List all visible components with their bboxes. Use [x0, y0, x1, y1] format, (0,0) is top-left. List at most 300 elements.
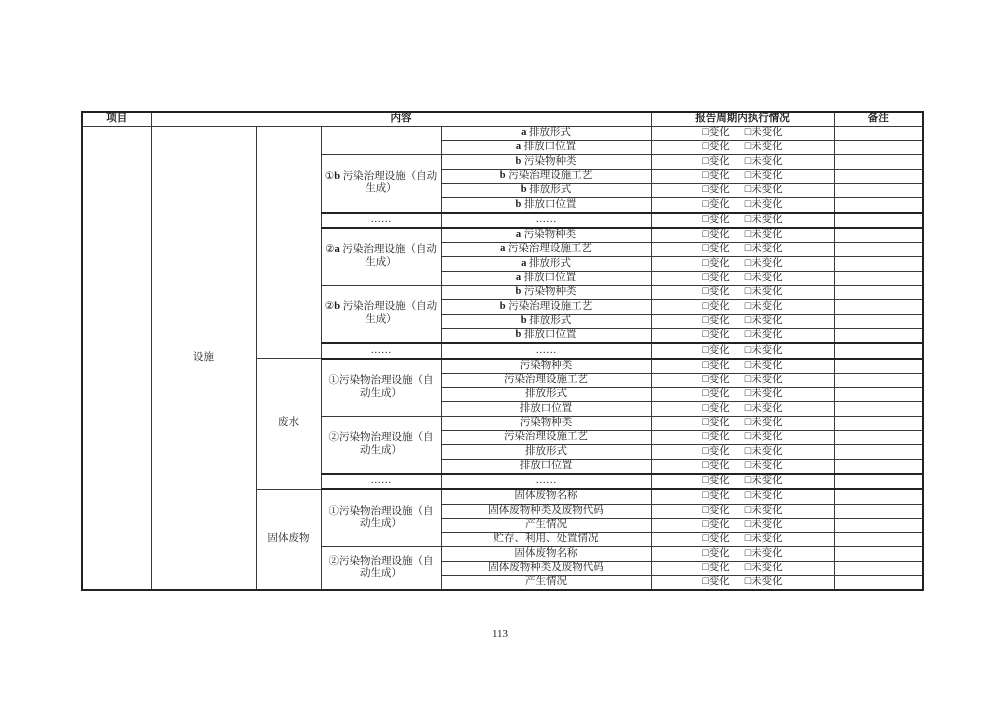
- remark-cell: [834, 533, 923, 547]
- group-label-cell: ①污染物治理设施（自动生成）: [321, 359, 441, 417]
- changed-label: 变化: [708, 272, 730, 284]
- checkbox-icon: □: [702, 431, 709, 443]
- unchanged-label: 未变化: [751, 300, 783, 312]
- execution-status-cell: [651, 183, 834, 197]
- unchanged-checkbox-option: [745, 258, 783, 269]
- remark-cell: [834, 459, 923, 474]
- group-label-cell: ①b 污染治理设施（自动生成）: [321, 155, 441, 213]
- changed-checkbox-option: [702, 562, 729, 573]
- checkbox-icon: □: [702, 561, 709, 573]
- remark-cell: [834, 228, 923, 243]
- group-label-cell: ……: [321, 474, 441, 489]
- changed-checkbox-option: [702, 301, 729, 312]
- checkbox-icon: □: [744, 314, 752, 326]
- unchanged-checkbox-option: [745, 301, 783, 312]
- content-item-cell: b 排放口位置: [441, 198, 651, 213]
- unchanged-label: 未变化: [751, 388, 783, 400]
- content-item-cell: 排放形式: [441, 388, 651, 402]
- unchanged-label: 未变化: [751, 533, 783, 545]
- unchanged-checkbox-option: [745, 446, 783, 457]
- changed-label: 变化: [708, 127, 730, 139]
- execution-status-cell: [651, 169, 834, 183]
- checkbox-icon: □: [744, 141, 752, 153]
- table-body: [82, 126, 923, 590]
- content-item-cell: 固体废物种类及废物代码: [441, 561, 651, 575]
- checkbox-icon: □: [702, 127, 709, 139]
- header-content: 内容: [151, 112, 651, 126]
- changed-label: 变化: [708, 359, 730, 371]
- content-item-cell: 固体废物名称: [441, 489, 651, 504]
- checkbox-icon: □: [702, 374, 709, 386]
- execution-status-cell: [651, 547, 834, 561]
- checkbox-icon: □: [744, 127, 752, 139]
- content-item-cell: a 污染物种类: [441, 228, 651, 243]
- checkbox-icon: □: [702, 576, 709, 588]
- changed-checkbox-option: [702, 460, 729, 471]
- execution-status-cell: [651, 271, 834, 285]
- unchanged-label: 未变化: [751, 243, 783, 255]
- content-item-cell: 污染物种类: [441, 416, 651, 430]
- remark-cell: [834, 183, 923, 197]
- changed-label: 变化: [708, 169, 730, 181]
- changed-label: 变化: [708, 416, 730, 428]
- checkbox-icon: □: [702, 459, 709, 471]
- unchanged-checkbox-option: [745, 403, 783, 414]
- checkbox-icon: □: [744, 402, 752, 414]
- checkbox-icon: □: [702, 198, 709, 210]
- content-item-cell: b 排放口位置: [441, 328, 651, 343]
- unchanged-checkbox-option: [745, 576, 783, 587]
- unchanged-label: 未变化: [751, 272, 783, 284]
- unchanged-checkbox-option: [745, 272, 783, 283]
- changed-label: 变化: [708, 504, 730, 516]
- unchanged-label: 未变化: [751, 475, 783, 487]
- checkbox-icon: □: [744, 257, 752, 269]
- checkbox-icon: □: [702, 213, 709, 225]
- checkbox-icon: □: [702, 519, 709, 531]
- changed-label: 变化: [708, 184, 730, 196]
- changed-label: 变化: [708, 344, 730, 356]
- unchanged-checkbox-option: [745, 170, 783, 181]
- group-label-cell: ②污染物治理设施（自动生成）: [321, 416, 441, 474]
- changed-checkbox-option: [702, 184, 729, 195]
- content-item-cell: b 污染治理设施工艺: [441, 169, 651, 183]
- checkbox-icon: □: [702, 243, 709, 255]
- changed-label: 变化: [708, 459, 730, 471]
- content-item-cell: 贮存、利用、处置情况: [441, 533, 651, 547]
- remark-cell: [834, 257, 923, 271]
- unchanged-checkbox-option: [745, 156, 783, 167]
- remark-cell: [834, 547, 923, 561]
- unchanged-label: 未变化: [751, 576, 783, 588]
- group-label-cell: ……: [321, 343, 441, 358]
- execution-status-cell: [651, 561, 834, 575]
- checkbox-icon: □: [702, 388, 709, 400]
- execution-status-cell: [651, 228, 834, 243]
- checkbox-icon: □: [702, 314, 709, 326]
- unchanged-checkbox-option: [745, 184, 783, 195]
- unchanged-label: 未变化: [751, 490, 783, 502]
- group-label-cell: ②a 污染治理设施（自动生成）: [321, 228, 441, 286]
- unchanged-checkbox-option: [745, 229, 783, 240]
- remark-cell: [834, 243, 923, 257]
- unchanged-label: 未变化: [751, 431, 783, 443]
- execution-status-cell: [651, 533, 834, 547]
- checkbox-icon: □: [744, 533, 752, 545]
- checkbox-icon: □: [744, 344, 752, 356]
- group-label-cell: ……: [321, 213, 441, 228]
- execution-status-cell: [651, 373, 834, 387]
- changed-checkbox-option: [702, 258, 729, 269]
- execution-status-cell: [651, 141, 834, 155]
- remark-cell: [834, 213, 923, 228]
- page-number: 113: [491, 628, 509, 640]
- checkbox-icon: □: [744, 243, 752, 255]
- checkbox-icon: □: [744, 519, 752, 531]
- checkbox-icon: □: [744, 213, 752, 225]
- checkbox-icon: □: [702, 229, 709, 241]
- checkbox-icon: □: [744, 459, 752, 471]
- checkbox-icon: □: [744, 374, 752, 386]
- header-execution-status: 报告周期内执行情况: [651, 112, 834, 126]
- content-item-cell: 污染物种类: [441, 359, 651, 374]
- remark-cell: [834, 271, 923, 285]
- changed-label: 变化: [708, 388, 730, 400]
- changed-checkbox-option: [702, 431, 729, 442]
- remark-cell: [834, 328, 923, 343]
- execution-status-cell: [651, 416, 834, 430]
- changed-label: 变化: [708, 300, 730, 312]
- changed-label: 变化: [708, 198, 730, 210]
- content-item-cell: 固体废物名称: [441, 547, 651, 561]
- content-item-cell: ……: [441, 213, 651, 228]
- unchanged-label: 未变化: [751, 286, 783, 298]
- unchanged-label: 未变化: [751, 229, 783, 241]
- checkbox-icon: □: [744, 547, 752, 559]
- group-label-cell: [321, 126, 441, 155]
- checkbox-icon: □: [702, 504, 709, 516]
- unchanged-checkbox-option: [745, 329, 783, 340]
- changed-checkbox-option: [702, 199, 729, 210]
- checkbox-icon: □: [744, 431, 752, 443]
- checkbox-icon: □: [744, 229, 752, 241]
- content-item-cell: a 排放口位置: [441, 271, 651, 285]
- changed-checkbox-option: [702, 243, 729, 254]
- unchanged-checkbox-option: [745, 243, 783, 254]
- content-item-cell: b 排放形式: [441, 314, 651, 328]
- unchanged-checkbox-option: [745, 315, 783, 326]
- unchanged-label: 未变化: [751, 329, 783, 341]
- unchanged-checkbox-option: [745, 214, 783, 225]
- unchanged-label: 未变化: [751, 547, 783, 559]
- checkbox-icon: □: [702, 169, 709, 181]
- changed-label: 变化: [708, 519, 730, 531]
- checkbox-icon: □: [744, 184, 752, 196]
- changed-checkbox-option: [702, 141, 729, 152]
- content-item-cell: b 污染物种类: [441, 155, 651, 169]
- execution-status-cell: [651, 198, 834, 213]
- remark-cell: [834, 489, 923, 504]
- execution-status-cell: [651, 504, 834, 518]
- execution-status-cell: [651, 257, 834, 271]
- changed-checkbox-option: [702, 505, 729, 516]
- remark-cell: [834, 126, 923, 140]
- remark-cell: [834, 300, 923, 314]
- changed-checkbox-option: [702, 345, 729, 356]
- remark-cell: [834, 402, 923, 416]
- remark-cell: [834, 561, 923, 575]
- remark-cell: [834, 155, 923, 169]
- unchanged-label: 未变化: [751, 141, 783, 153]
- changed-checkbox-option: [702, 417, 729, 428]
- remark-cell: [834, 445, 923, 459]
- content-item-cell: 产生情况: [441, 576, 651, 591]
- unchanged-label: 未变化: [751, 184, 783, 196]
- checkbox-icon: □: [702, 272, 709, 284]
- unchanged-label: 未变化: [751, 504, 783, 516]
- content-item-cell: a 排放形式: [441, 257, 651, 271]
- changed-checkbox-option: [702, 229, 729, 240]
- checkbox-icon: □: [744, 388, 752, 400]
- unchanged-checkbox-option: [745, 548, 783, 559]
- unchanged-checkbox-option: [745, 562, 783, 573]
- checkbox-icon: □: [702, 300, 709, 312]
- changed-label: 变化: [708, 257, 730, 269]
- section-label-cell: [256, 126, 321, 358]
- unchanged-checkbox-option: [745, 431, 783, 442]
- changed-label: 变化: [708, 141, 730, 153]
- checkbox-icon: □: [744, 561, 752, 573]
- content-item-cell: 排放形式: [441, 445, 651, 459]
- execution-status-cell: [651, 126, 834, 140]
- execution-status-cell: [651, 402, 834, 416]
- remark-cell: [834, 576, 923, 591]
- changed-label: 变化: [708, 533, 730, 545]
- remark-cell: [834, 359, 923, 374]
- remark-cell: [834, 198, 923, 213]
- unchanged-checkbox-option: [745, 199, 783, 210]
- changed-checkbox-option: [702, 533, 729, 544]
- content-item-cell: a 排放形式: [441, 126, 651, 140]
- changed-checkbox-option: [702, 315, 729, 326]
- content-item-cell: ……: [441, 343, 651, 358]
- table-header-row: [82, 112, 923, 126]
- changed-label: 变化: [708, 561, 730, 573]
- changed-checkbox-option: [702, 374, 729, 385]
- project-value-cell: [82, 126, 151, 590]
- execution-status-cell: [651, 359, 834, 374]
- execution-status-cell: [651, 576, 834, 591]
- unchanged-checkbox-option: [745, 505, 783, 516]
- changed-label: 变化: [708, 286, 730, 298]
- unchanged-label: 未变化: [751, 344, 783, 356]
- changed-checkbox-option: [702, 519, 729, 530]
- content-item-cell: ……: [441, 474, 651, 489]
- content-item-cell: b 污染治理设施工艺: [441, 300, 651, 314]
- changed-label: 变化: [708, 490, 730, 502]
- changed-checkbox-option: [702, 156, 729, 167]
- header-project: 项目: [82, 112, 151, 126]
- changed-label: 变化: [708, 576, 730, 588]
- checkbox-icon: □: [702, 475, 709, 487]
- unchanged-label: 未变化: [751, 416, 783, 428]
- remark-cell: [834, 169, 923, 183]
- execution-status-cell: [651, 431, 834, 445]
- unchanged-checkbox-option: [745, 388, 783, 399]
- changed-checkbox-option: [702, 329, 729, 340]
- changed-checkbox-option: [702, 214, 729, 225]
- checkbox-icon: □: [744, 416, 752, 428]
- content-item-cell: a 排放口位置: [441, 141, 651, 155]
- checkbox-icon: □: [702, 257, 709, 269]
- content-item-cell: b 污染物种类: [441, 286, 651, 300]
- execution-status-cell: [651, 518, 834, 532]
- unchanged-checkbox-option: [745, 345, 783, 356]
- changed-label: 变化: [708, 402, 730, 414]
- remark-cell: [834, 388, 923, 402]
- execution-status-cell: [651, 328, 834, 343]
- checkbox-icon: □: [702, 344, 709, 356]
- changed-label: 变化: [708, 229, 730, 241]
- checkbox-icon: □: [702, 184, 709, 196]
- execution-status-cell: [651, 474, 834, 489]
- checkbox-icon: □: [702, 490, 709, 502]
- checkbox-icon: □: [702, 445, 709, 457]
- execution-status-cell: [651, 314, 834, 328]
- unchanged-label: 未变化: [751, 459, 783, 471]
- checkbox-icon: □: [702, 329, 709, 341]
- content-item-cell: 产生情况: [441, 518, 651, 532]
- changed-label: 变化: [708, 155, 730, 167]
- checkbox-icon: □: [744, 272, 752, 284]
- checkbox-icon: □: [744, 329, 752, 341]
- unchanged-checkbox-option: [745, 460, 783, 471]
- checkbox-icon: □: [702, 402, 709, 414]
- execution-status-cell: [651, 445, 834, 459]
- unchanged-label: 未变化: [751, 169, 783, 181]
- facility-cell: 设施: [151, 126, 256, 590]
- checkbox-icon: □: [744, 475, 752, 487]
- changed-checkbox-option: [702, 403, 729, 414]
- execution-status-cell: [651, 388, 834, 402]
- checkbox-icon: □: [702, 416, 709, 428]
- unchanged-label: 未变化: [751, 155, 783, 167]
- changed-label: 变化: [708, 547, 730, 559]
- section-label-cell: 固体废物: [256, 489, 321, 590]
- changed-label: 变化: [708, 314, 730, 326]
- changed-label: 变化: [708, 431, 730, 443]
- group-label-cell: ②b 污染治理设施（自动生成）: [321, 286, 441, 344]
- unchanged-label: 未变化: [751, 127, 783, 139]
- unchanged-checkbox-option: [745, 360, 783, 371]
- checkbox-icon: □: [702, 155, 709, 167]
- remark-cell: [834, 474, 923, 489]
- remark-cell: [834, 343, 923, 358]
- checkbox-icon: □: [702, 141, 709, 153]
- remark-cell: [834, 286, 923, 300]
- changed-label: 变化: [708, 445, 730, 457]
- changed-checkbox-option: [702, 286, 729, 297]
- changed-checkbox-option: [702, 446, 729, 457]
- content-item-cell: b 排放形式: [441, 183, 651, 197]
- checkbox-icon: □: [744, 504, 752, 516]
- checkbox-icon: □: [744, 286, 752, 298]
- checkbox-icon: □: [702, 359, 709, 371]
- changed-checkbox-option: [702, 576, 729, 587]
- unchanged-checkbox-option: [745, 141, 783, 152]
- content-item-cell: 排放口位置: [441, 402, 651, 416]
- unchanged-label: 未变化: [751, 213, 783, 225]
- changed-checkbox-option: [702, 490, 729, 501]
- checkbox-icon: □: [702, 286, 709, 298]
- checkbox-icon: □: [744, 169, 752, 181]
- changed-checkbox-option: [702, 127, 729, 138]
- header-remarks: 备注: [834, 112, 923, 126]
- table-row: [82, 126, 923, 140]
- execution-status-cell: [651, 213, 834, 228]
- section-label-cell: 废水: [256, 359, 321, 490]
- unchanged-checkbox-option: [745, 533, 783, 544]
- content-item-cell: 固体废物种类及废物代码: [441, 504, 651, 518]
- group-label-cell: ②污染物治理设施（自动生成）: [321, 547, 441, 590]
- checkbox-icon: □: [744, 198, 752, 210]
- execution-status-cell: [651, 489, 834, 504]
- execution-status-cell: [651, 286, 834, 300]
- unchanged-checkbox-option: [745, 127, 783, 138]
- unchanged-label: 未变化: [751, 374, 783, 386]
- changed-label: 变化: [708, 475, 730, 487]
- checkbox-icon: □: [702, 547, 709, 559]
- changed-label: 变化: [708, 243, 730, 255]
- content-item-cell: 污染治理设施工艺: [441, 431, 651, 445]
- unchanged-checkbox-option: [745, 519, 783, 530]
- changed-label: 变化: [708, 374, 730, 386]
- content-item-cell: 排放口位置: [441, 459, 651, 474]
- changed-label: 变化: [708, 329, 730, 341]
- remark-cell: [834, 504, 923, 518]
- execution-status-cell: [651, 243, 834, 257]
- remark-cell: [834, 416, 923, 430]
- unchanged-checkbox-option: [745, 475, 783, 486]
- group-label-cell: ①污染物治理设施（自动生成）: [321, 489, 441, 547]
- changed-checkbox-option: [702, 548, 729, 559]
- checkbox-icon: □: [744, 300, 752, 312]
- execution-report-table: [81, 111, 924, 591]
- execution-status-cell: [651, 300, 834, 314]
- remark-cell: [834, 141, 923, 155]
- unchanged-checkbox-option: [745, 490, 783, 501]
- changed-checkbox-option: [702, 170, 729, 181]
- execution-status-cell: [651, 155, 834, 169]
- execution-status-cell: [651, 459, 834, 474]
- unchanged-label: 未变化: [751, 561, 783, 573]
- checkbox-icon: □: [744, 576, 752, 588]
- unchanged-label: 未变化: [751, 257, 783, 269]
- unchanged-label: 未变化: [751, 314, 783, 326]
- checkbox-icon: □: [744, 155, 752, 167]
- checkbox-icon: □: [744, 445, 752, 457]
- unchanged-checkbox-option: [745, 417, 783, 428]
- changed-label: 变化: [708, 213, 730, 225]
- unchanged-label: 未变化: [751, 198, 783, 210]
- unchanged-label: 未变化: [751, 445, 783, 457]
- remark-cell: [834, 431, 923, 445]
- remark-cell: [834, 373, 923, 387]
- execution-status-cell: [651, 343, 834, 358]
- unchanged-checkbox-option: [745, 374, 783, 385]
- unchanged-label: 未变化: [751, 519, 783, 531]
- checkbox-icon: □: [744, 490, 752, 502]
